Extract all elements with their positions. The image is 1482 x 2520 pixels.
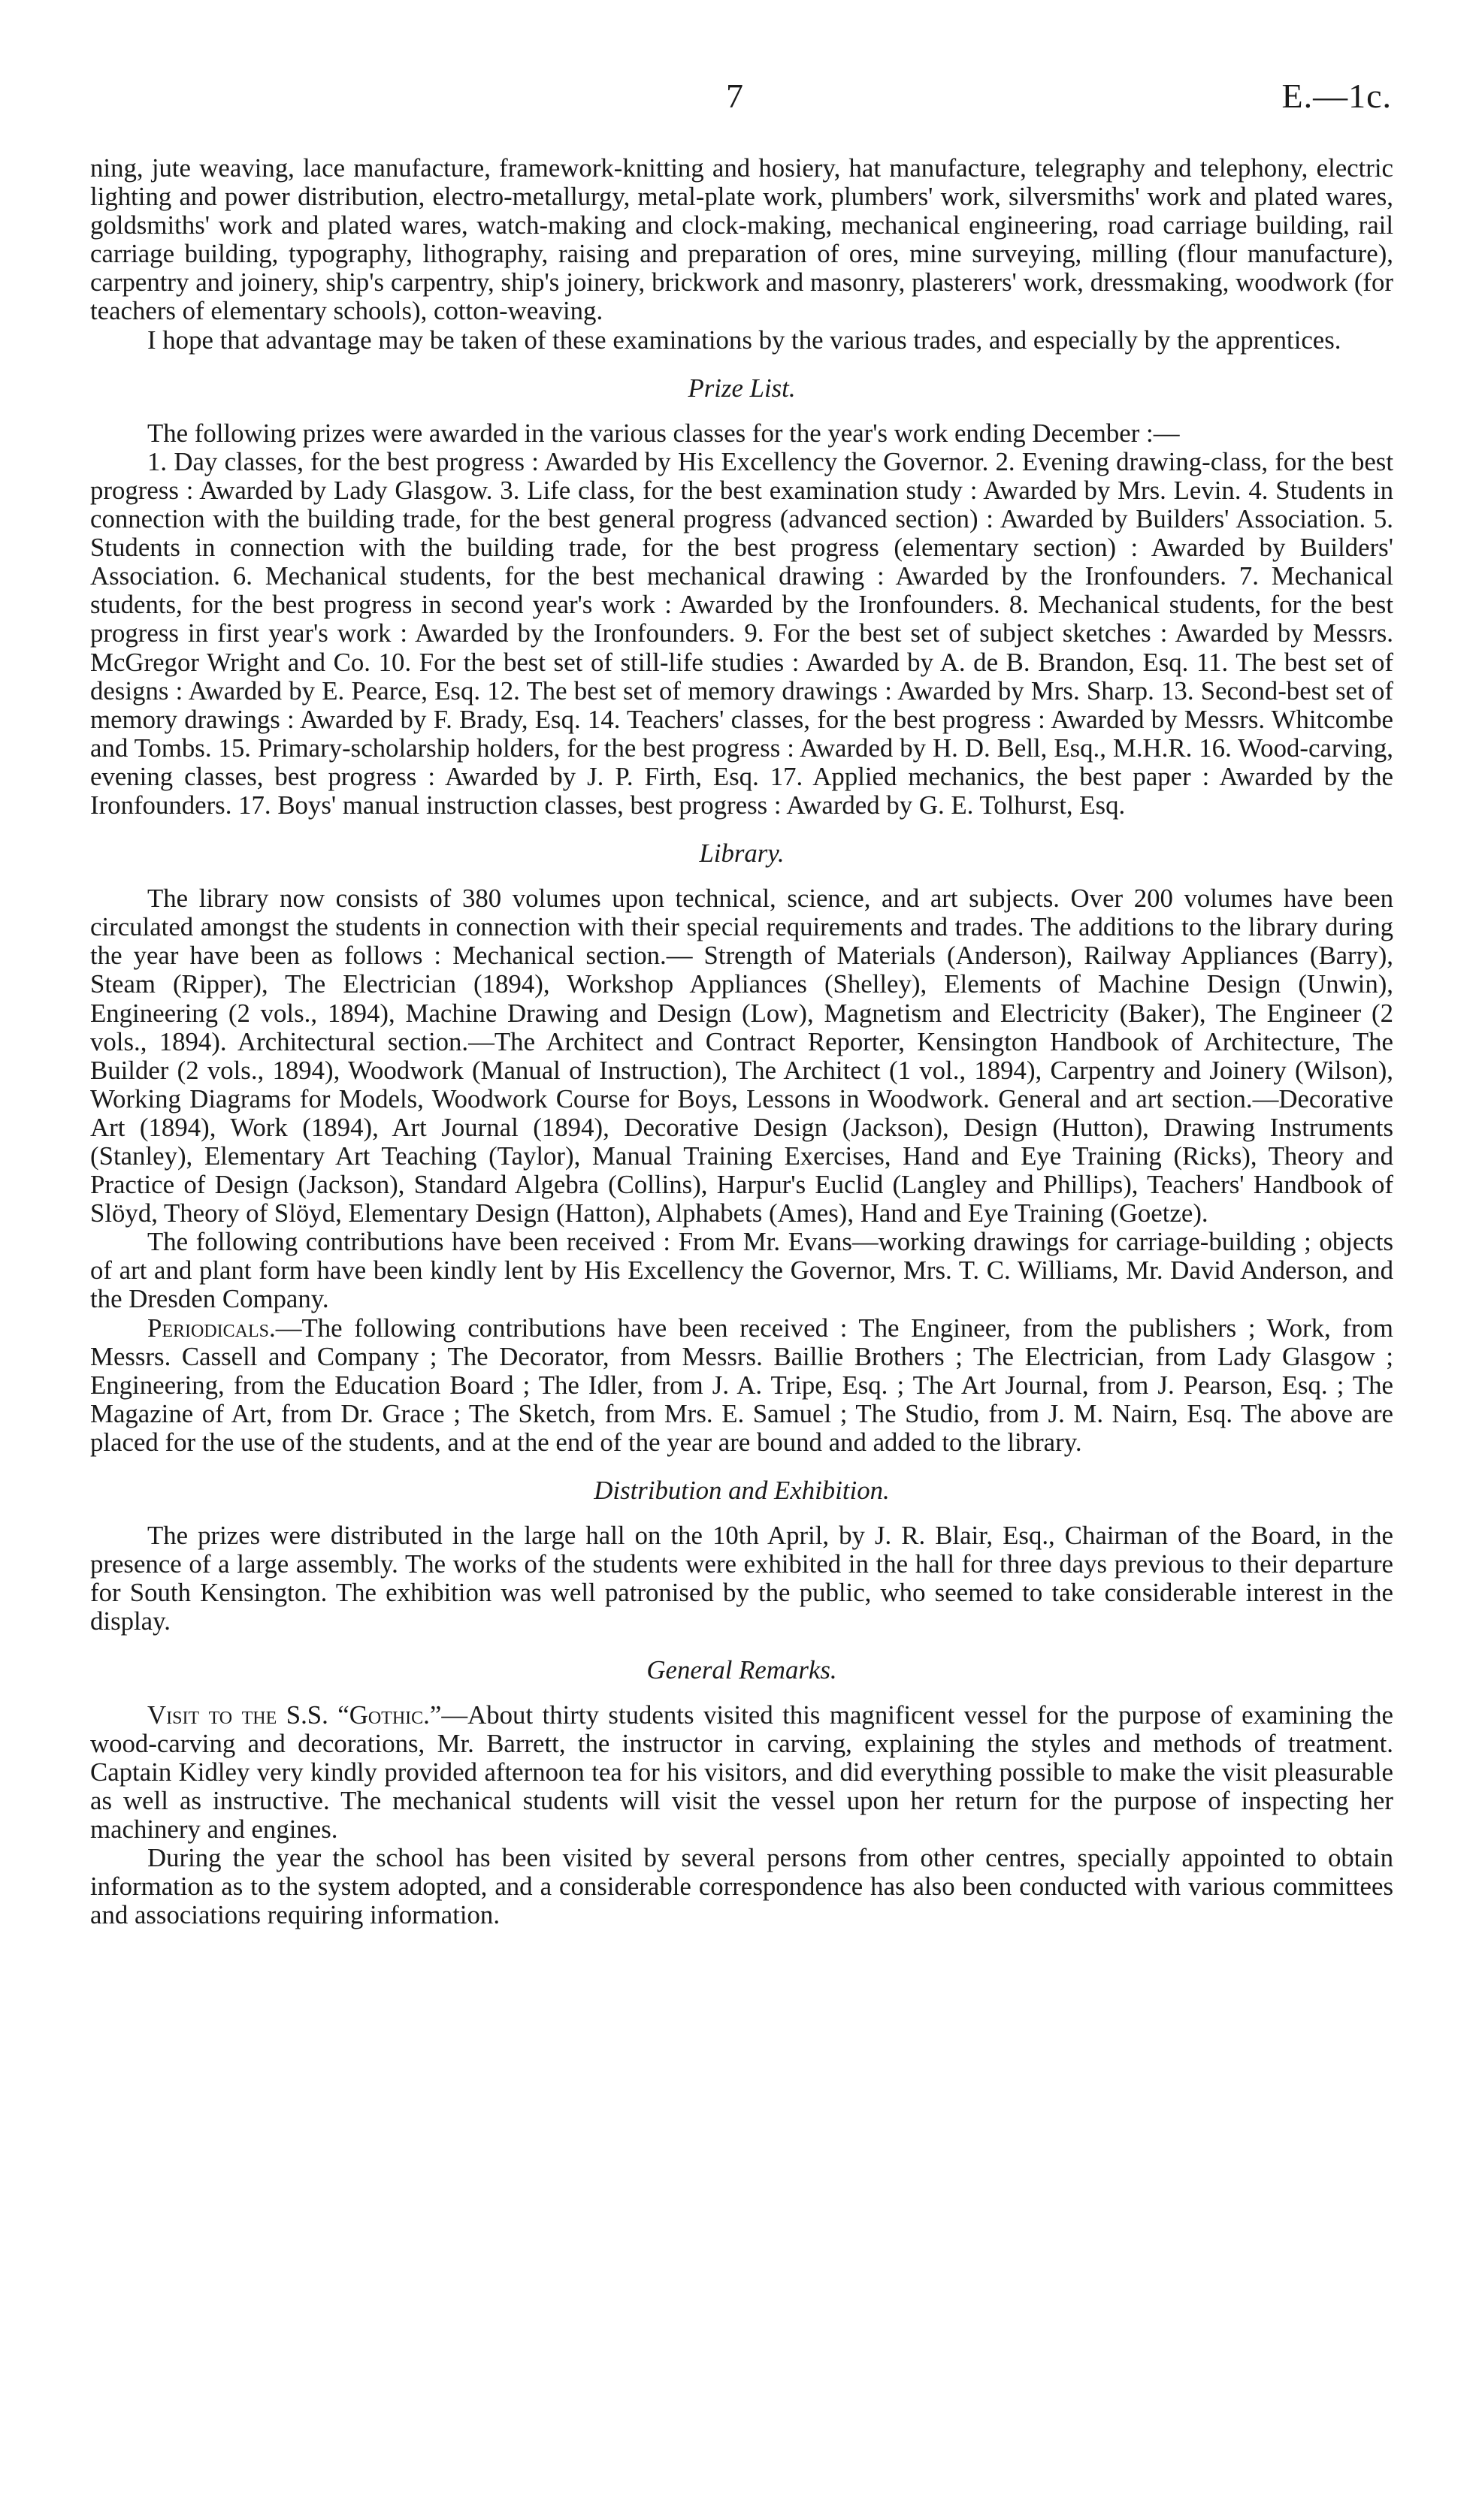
intro-hope: I hope that advantage may be taken of these examinations by the various trades, and especially by the apprentices. bbox=[147, 325, 1341, 355]
distribution-body: The prizes were distributed in the large hall on the 10th April, by J. R. Blair, Esq., Chairman of the Board, in the presence of a large assembly. The works of the students were exhibited in the hall for three days previous to their departure for South Kensington. The exhibition was well patronised by the public, who seemed to take considerable interest in the display. bbox=[90, 1521, 1393, 1636]
visit-text: —About thirty students visited this magnificent vessel for the purpose of examining the wood-carving and decorations, Mr. Barrett, the instructor in carving, explaining the styles and methods of treatment. Captain Kidley very kindly provided afternoon tea for his visitors, and did everything possible to make the visit pleasurable as well as instructive. The mechanical students will visit the vessel upon her return for the purpose of inspecting her machinery and engines. bbox=[90, 1700, 1394, 1844]
page-number: 7 bbox=[726, 77, 743, 115]
intro-continuation: ning, jute weaving, lace manufacture, framework-knitting and hosiery, hat manufacture, telegraphy and telephony, electric lighting and power distribution, electro-metallurgy, metal-plate work, plumbers' work, silversmiths' work and plated wares, goldsmiths' work and plated wares, watch-making and clock-making, mechanical engineering, road carriage building, rail carriage building, typography, lithography, raising and preparation of ores, mine surveying, milling (flour manufacture), carpentry and joinery, ship's carpentry, ship's joinery, brickwork and masonry, plasterers' work, dressmaking, woodwork (for teachers of elementary schools), cotton-weaving. bbox=[90, 153, 1393, 326]
library-contributions: The following contributions have been received : From Mr. Evans—working drawings for carriage-building ; objects of art and plant form have been kindly lent by His Excellency the Governor, Mrs. T. C. Williams, Mr. David Anderson, and the Dresden Company. bbox=[90, 1227, 1393, 1314]
periodicals-label: Periodicals. bbox=[147, 1313, 276, 1343]
library-body: The library now consists of 380 volumes upon technical, science, and art subjects. Over 200 volumes have been circulated amongst the students in connection with their special requirements and trades. The additions to the library during the year have been as follows : Mechanical section.— Strength of Materials (Anderson), Railway Appliances (Barry), Steam (Ripper), The Electrician (1894), Workshop Appliances (Shelley), Elements of Machine Design (Unwin), Engineering (2 vols., 1894), Machine Drawing and Design (Low), Magnetism and Electricity (Baker), The Engineer (2 vols., 1894). Architectural section.—The Architect and Contract Reporter, Kensington Handbook of Architecture, The Builder (2 vols., 1894), Woodwork (Manual of Instruction), The Architect (1 vol., 1894), Carpentry and Joinery (Wilson), Working Diagrams for Models, Woodwork Course for Boys, Lessons in Woodwork. General and art section.—Decorative Art (1894), Work (1894), Art Journal (1894), Decorative Design (Jackson), Design (Hutton), Drawing Instruments (Stanley), Elementary Art Teaching (Taylor), Manual Training Exercises, Hand and Eye Training (Ricks), Theory and Practice of Design (Jackson), Standard Algebra (Collins), Harpur's Euclid (Langley and Phillips), Teachers' Handbook of Slöyd, Theory of Slöyd, Elementary Design (Hatton), Alphabets (Ames), Hand and Eye Training (Goetze). bbox=[90, 884, 1393, 1228]
library-heading: Library. bbox=[699, 838, 785, 869]
prize-list-intro: The following prizes were awarded in the various classes for the year's work ending December :— bbox=[147, 418, 1180, 448]
remarks-closing: During the year the school has been visited by several persons from other centres, specially appointed to obtain information as to the system adopted, and a considerable correspondence has also been conducted with various committees and associations requiring information. bbox=[90, 1843, 1393, 1930]
document-reference: E.—1c. bbox=[1281, 77, 1392, 115]
remarks-visit bbox=[90, 1701, 1393, 1844]
document-body bbox=[90, 154, 1393, 1929]
remarks-heading: General Remarks. bbox=[646, 1654, 837, 1685]
library-periodicals bbox=[90, 1314, 1393, 1457]
distribution-heading: Distribution and Exhibition. bbox=[594, 1476, 890, 1506]
prize-list-body: 1. Day classes, for the best progress : Awarded by His Excellency the Governor. 2. Evening drawing-class, for the best progress : Awarded by Lady Glasgow. 3. Life class, for the best examination study : Awarded by Mrs. Levin. 4. Students in connection with the building trade, for the best general progress (advanced section) : Awarded by Builders' Association. 5. Students in connection with the building trade, for the best progress (elementary section) : Awarded by Builders' Association. 6. Mechanical students, for the best mechanical drawing : Awarded by the Ironfounders. 7. Mechanical students, for the best progress in second year's work : Awarded by the Ironfounders. 8. Mechanical students, for the best progress in first year's work : Awarded by the Ironfounders. 9. For the best set of subject sketches : Awarded by Messrs. McGregor Wright and Co. 10. For the best set of still-life studies : Awarded by A. de B. Brandon, Esq. 11. The best set of designs : Awarded by E. Pearce, Esq. 12. The best set of memory drawings : Awarded by Mrs. Sharp. 13. Second-best set of memory drawings : Awarded by F. Brady, Esq. 14. Teachers' classes, for the best progress : Awarded by Messrs. Whitcombe and Tombs. 15. Primary-scholarship holders, for the best progress : Awarded by H. D. Bell, Esq., M.H.R. 16. Wood-carving, evening classes, best progress : Awarded by J. P. Firth, Esq. 17. Applied mechanics, the best paper : Awarded by the Ironfounders. 17. Boys' manual instruction classes, best progress : Awarded by G. E. Tolhurst, Esq. bbox=[90, 446, 1393, 820]
visit-label: Visit to the S.S. “Gothic.” bbox=[147, 1700, 442, 1730]
periodicals-text: —The following contributions have been received : The Engineer, from the publishers ; Work, from Messrs. Cassell and Company ; The Decorator, from Messrs. Baillie Brothers ; The Electrician, from Lady Glasgow ; Engineering, from the Education Board ; The Idler, from J. A. Tripe, Esq. ; The Art Journal, from J. Pearson, Esq. ; The Magazine of Art, from Dr. Grace ; The Sketch, from Mrs. E. Samuel ; The Studio, from J. M. Nairn, Esq. The above are placed for the use of the students, and at the end of the year are bound and added to the library. bbox=[90, 1313, 1393, 1457]
page-header bbox=[0, 74, 1482, 126]
prize-list-heading: Prize List. bbox=[688, 373, 796, 403]
